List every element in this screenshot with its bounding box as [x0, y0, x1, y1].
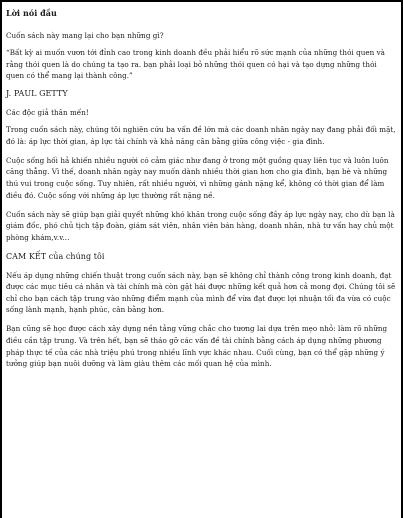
intro-question: Cuốn sách này mang lại cho bạn những gì?	[6, 30, 164, 40]
paragraph-3: Cuốn sách này sẽ giúp bạn giải quyết những khó khăn trong cuộc sống đầy áp lực ngày nay, cho dù bạn là giám đốc, phó chủ tịch tập đoàn, giám sát viên, nhân viên bán hàng, doanh nhân, nhà tư vấn hay chủ một phòng khám,v.v...	[6, 209, 395, 242]
paragraph-2: Cuộc sống hối hả khiến nhiều người có cảm giác như đang ở trong một guồng quay liên tục và luôn luôn căng thẳng. Vì thế, doanh nhân ngày nay muốn dành nhiều thời gian hơn cho gia đình, bạn bè và những thú vui trong cuộc sống. Tuy nhiên, rất nhiều người, vì những gánh nặng kể, không có thời gian để làm điều đó. Cuộc sống với những áp lực thường rất nặng nề.	[6, 155, 389, 200]
quote-author: J. PAUL GETTY	[6, 88, 68, 98]
commitment-heading: CAM KẾT của chúng tôi	[6, 252, 105, 261]
top-border-line	[0, 0, 403, 2]
greeting: Các độc giả thân mến!	[6, 107, 89, 117]
paragraph-1: Trong cuốn sách này, chúng tôi nghiên cứu ba vấn đề lớn mà các doanh nhân ngày nay đang phải đối mặt, đó là: áp lực thời gian, áp lực tài chính và khả năng cân bằng giữa công việc - gia đình.	[6, 125, 396, 146]
epigraph-quote: “Bất kỳ ai muốn vươn tới đỉnh cao trong kinh doanh đều phải hiểu rõ sức mạnh của những thói quen và rằng thói quen là do chúng ta tạo ra. bạn phải loại bỏ những thói quen có hại và tạo dựng những thói quen có thể mang lại thành công.”	[6, 48, 385, 81]
document-title: Lời nói đầu	[6, 8, 57, 18]
left-border-line	[0, 0, 2, 518]
paragraph-4: Nếu áp dụng những chiến thuật trong cuốn sách này, bạn sẽ không chỉ thành công trong kinh doanh, đạt được các mục tiêu cá nhân và tài chính mà còn gặt hái được những kết quả hơn cả mong đợi. Chúng tôi sẽ chỉ cho bạn cách tập trung vào những điểm mạnh của mình để vừa đạt được lợi nhuận tối đa vừa có cuộc sống lành mạnh, hạnh phúc, cân bằng hơn.	[6, 270, 396, 315]
paragraph-5: Bạn cũng sẽ học được cách xây dựng nền tảng vững chắc cho tương lai dựa trên mẹo nhỏ: làm rõ những điều cần tập trung. Và trên hết, bạn sẽ tháo gỡ các vấn đề tài chính bằng cách áp dụng những phương pháp thực tế của các nhà triệu phú trong nhiều lĩnh vực khác nhau. Cuối cùng, bạn có thể gặp những ý tưởng giúp bạn nuôi dưỡng và làm giàu thêm các mối quan hệ của mình.	[6, 324, 388, 369]
document-body	[6, 8, 396, 377]
